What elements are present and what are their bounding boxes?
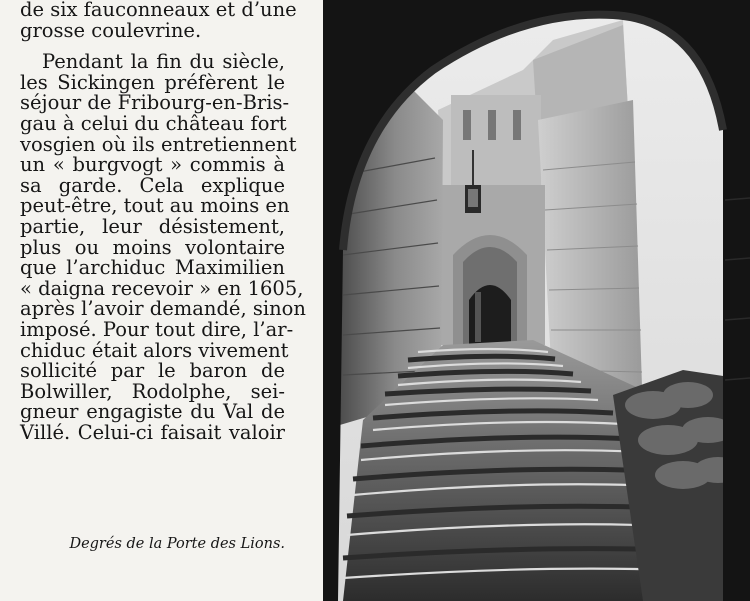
text-line: les Sickingen préfèrent le [20,70,285,94]
text-line: que l’archiduc Maximilien [20,256,285,280]
text-line: chiduc était alors vivement [20,338,289,362]
text-line: sa garde. Cela explique [20,173,285,197]
text-line: imposé. Pour tout dire, l’ar- [20,317,294,341]
text-line: gneur engagiste du Val de [20,400,285,424]
text-line: sollicité par le baron de [20,359,285,383]
paragraph-1 [20,0,297,42]
photo-stairway [323,0,750,601]
text-line: peut-être, tout au moins en [20,194,290,218]
text-line: Pendant la fin du siècle, [42,50,285,74]
text-line: Bolwiller, Rodolphe, sei- [20,379,285,403]
text-line: gau à celui du château fort [20,111,287,135]
text-line: Villé. Celui-ci faisait valoir [20,420,285,444]
text-line: un « burgvogt » commis à [20,153,285,177]
paragraph-2 [20,50,306,444]
text-line: après l’avoir demandé, sinon [20,297,306,321]
body-text-column [20,0,306,444]
text-line: « daigna recevoir » en 1605, [20,276,304,300]
photo-caption: Degrés de la Porte des Lions. [69,536,285,552]
text-line: séjour de Fribourg-en-Bris- [20,91,290,115]
text-line: de six fauconneaux et d’une [20,0,297,21]
text-line: plus ou moins volontaire [20,235,285,259]
text-line: grosse coulevrine. [20,18,202,42]
text-line: partie, leur désistement, [20,214,285,238]
text-line: vosgien où ils entretiennent [20,132,297,156]
